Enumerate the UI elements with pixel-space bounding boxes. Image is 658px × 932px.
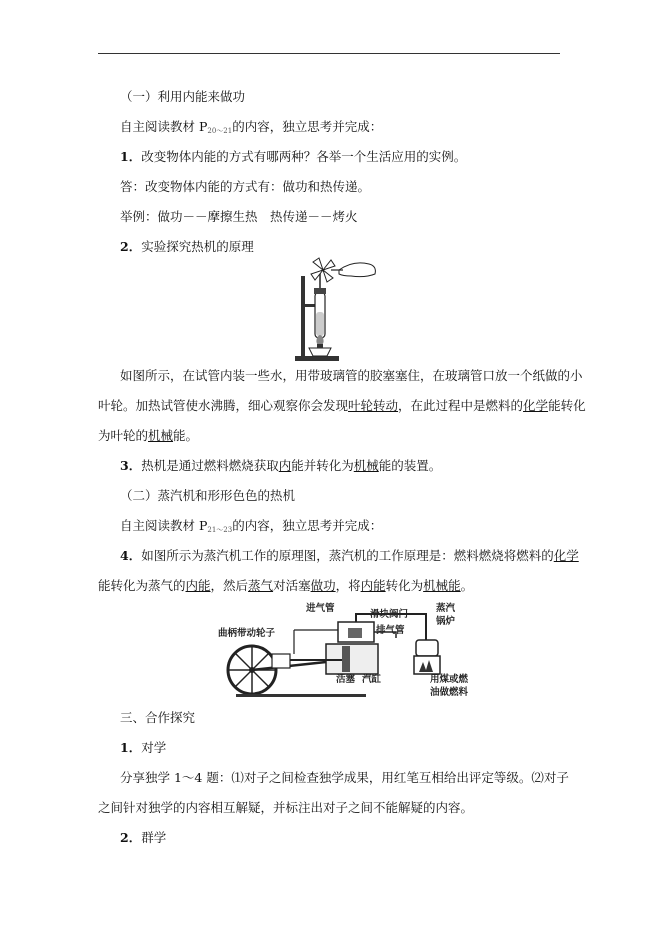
label-inlet-pipe: 进气管 — [306, 603, 335, 614]
blank-mechanical: 机械 — [148, 428, 174, 443]
steam-engine-diagram — [216, 600, 478, 700]
label-piston: 活塞 — [336, 674, 356, 685]
reading-instruction-1: 自主阅读教材 $P_{20\sim 21}$的内容，独立思考并完成： — [120, 119, 383, 135]
question-4-line-2: 能转化为蒸气的内能，然后蒸气对活塞做功，将内能转化为机械能。 — [98, 578, 474, 593]
label-cylinder: 汽缸 — [362, 674, 382, 685]
answer-1: 答：改变物体内能的方式有：做功和热传递。 — [120, 179, 371, 194]
label-exhaust-pipe: 排气管 — [376, 625, 405, 636]
test-tube-pinwheel-figure — [295, 256, 385, 364]
question-4-line-1: 4．如图所示为蒸汽机工作的原理图，蒸汽机的工作原理是：燃料燃烧将燃料的化学 — [120, 548, 579, 563]
section-heading-internal-energy-work: （一）利用内能来做功 — [120, 89, 246, 104]
item-2-title: 2．群学 — [120, 830, 167, 845]
item-1-title: 1．对学 — [120, 740, 167, 755]
example-line: 举例：做功－－摩擦生热 热传递－－烤火 — [120, 209, 358, 224]
question-3: 3．热机是通过燃料燃烧获取内能并转化为机械能的装置。 — [120, 458, 442, 473]
experiment-paragraph-line-3: 为叶轮的机械能。 — [98, 428, 199, 443]
label-crank-wheel: 曲柄带动轮子 — [218, 628, 276, 639]
section-heading-steam-engine: （二）蒸汽机和形形色色的热机 — [120, 488, 296, 503]
item-1-paragraph-line-1: 分享独学 1～4 题：⑴对子之间检查独学成果，用红笔互相给出评定等级。⑵对子 — [120, 770, 569, 785]
section-heading-cooperative-inquiry: 三、合作探究 — [120, 710, 196, 725]
label-slide-valve: 滑块阀门 — [370, 609, 409, 620]
item-1-paragraph-line-2: 之间针对独学的内容相互解疑，并标注出对子之间不能解疑的内容。 — [98, 800, 474, 815]
question-1: 1．改变物体内能的方式有哪两种？各举一个生活应用的实例。 — [120, 149, 467, 164]
experiment-paragraph-line-1: 如图所示，在试管内装一些水，用带玻璃管的胶塞塞住，在玻璃管口放一个纸做的小 — [120, 368, 583, 383]
label-fuel-1: 用煤或燃 — [430, 674, 469, 685]
label-boiler-2: 锅炉 — [436, 616, 456, 627]
blank-pinwheel-rotates: 叶轮转动 — [348, 398, 399, 413]
label-fuel-2: 油做燃料 — [430, 687, 469, 698]
blank-chemical: 化学 — [523, 398, 549, 413]
experiment-paragraph-line-2: 叶轮。加热试管使水沸腾，细心观察你会发现叶轮转动，在此过程中是燃料的化学能转化 — [98, 398, 586, 413]
header-rule — [98, 53, 560, 54]
reading-instruction-2: 自主阅读教材 $P_{21\sim 23}$的内容，独立思考并完成： — [120, 518, 383, 534]
label-boiler-1: 蒸汽 — [436, 603, 456, 614]
question-2: 2．实验探究热机的原理 — [120, 239, 254, 254]
